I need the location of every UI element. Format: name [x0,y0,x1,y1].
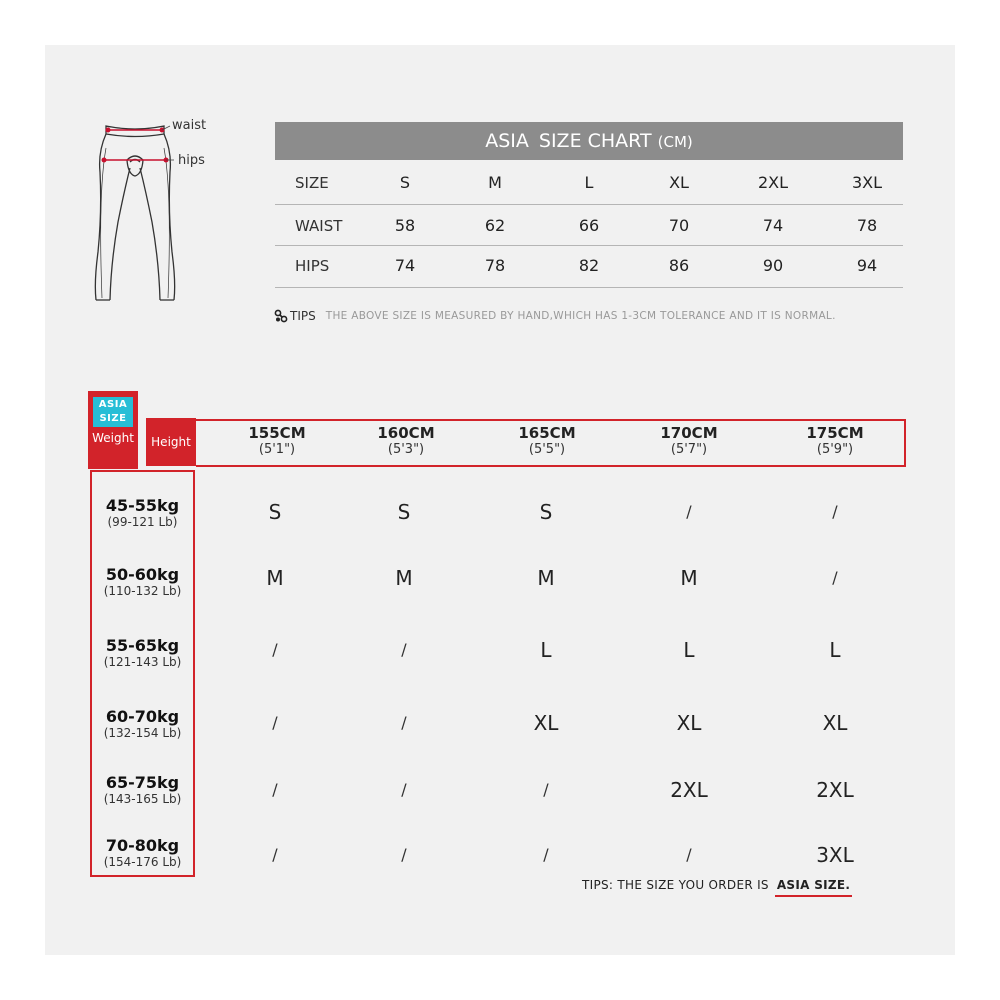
size-cell: L [584,173,594,192]
size-matrix-cell: / [832,568,838,587]
height-ft: (5'7") [670,442,708,457]
size-matrix-cell: / [272,713,278,732]
row-label-waist: WAIST [295,217,343,235]
waist-cell: 78 [856,216,878,235]
weight-kg: 65-75kg [105,773,180,792]
weight-kg: 60-70kg [105,707,180,726]
weight-kg: 55-65kg [105,636,180,655]
height-cm: 165CM [518,424,576,442]
order-tip-text: TIPS: THE SIZE YOU ORDER IS [582,878,769,892]
height-cm: 170CM [660,424,718,442]
size-matrix-cell: / [272,845,278,864]
hips-cell: 94 [856,256,878,275]
pants-illustration [80,112,230,312]
height-ft: (5'9") [816,442,854,457]
size-cell: XL [669,173,689,192]
tips-line [274,305,836,323]
weight-kg: 45-55kg [105,496,180,515]
height-column-header [487,425,607,457]
weight-kg: 50-60kg [105,565,180,584]
height-header: Height [146,418,196,466]
size-matrix-cell: S [539,500,553,524]
size-matrix-cell: / [401,640,407,659]
weight-row-header [90,836,195,869]
size-matrix-cell: L [829,638,841,662]
weight-lb: (110-132 Lb) [103,584,182,598]
badge-asia-size [93,397,133,427]
tips-text: THE ABOVE SIZE IS MEASURED BY HAND,WHICH HAS 1-3CM TOLERANCE AND IT IS NORMAL. [325,309,836,322]
size-chart-unit: (CM) [657,133,693,151]
size-matrix-cell: 3XL [816,843,854,867]
size-matrix-cell: / [401,780,407,799]
height-ft: (5'5") [528,442,566,457]
link-icon [274,309,288,323]
size-matrix-cell: S [268,500,282,524]
waist-cell: 62 [484,216,506,235]
height-cm: 175CM [806,424,864,442]
size-chart-title: SIZE CHART [538,130,652,152]
size-matrix-cell: / [272,780,278,799]
row-label-size: SIZE [295,174,329,192]
height-cm: 155CM [248,424,306,442]
size-matrix-cell: M [395,566,413,590]
size-matrix-cell: XL [676,711,702,735]
height-ft: (5'3") [387,442,425,457]
size-matrix-cell: 2XL [816,778,854,802]
size-matrix-cell: / [401,713,407,732]
size-matrix-cell: L [683,638,695,662]
waist-row [275,206,903,246]
weight-lb: (154-176 Lb) [103,855,182,869]
size-matrix-cell: XL [533,711,559,735]
hips-cell: 90 [762,256,784,275]
weight-row-header [90,565,195,598]
waist-cell: 74 [762,216,784,235]
weight-column-box [90,470,195,877]
waist-cell: 58 [394,216,416,235]
badge-line-size: SIZE [99,413,127,424]
height-column-header [346,425,466,457]
size-matrix-cell: / [686,502,692,521]
hips-cell: 78 [484,256,506,275]
size-cell: 2XL [757,173,789,192]
size-matrix-cell: / [401,845,407,864]
size-cell: 3XL [851,173,883,192]
size-matrix-cell: / [543,845,549,864]
weight-header: Weight [92,431,134,445]
order-tip-suffix: . [845,878,851,892]
weight-lb: (143-165 Lb) [103,792,182,806]
row-divider [275,204,903,205]
size-cell: S [399,173,411,192]
weight-row-header [90,773,195,806]
tips-label: TIPS [290,308,316,323]
size-matrix-cell: S [397,500,411,524]
size-matrix-cell: M [266,566,284,590]
height-column-header [629,425,749,457]
size-matrix-cell: 2XL [670,778,708,802]
order-size-tip [582,878,852,892]
size-matrix-cell: / [686,845,692,864]
weight-row-header [90,636,195,669]
order-tip-emphasis-text: ASIA SIZE [776,878,846,892]
waist-cell: 70 [668,216,690,235]
height-column-header [775,425,895,457]
size-matrix-cell: M [537,566,555,590]
waist-label: waist [172,118,207,133]
size-row [275,163,903,203]
hips-cell: 82 [578,256,600,275]
order-tip-emphasis [775,878,852,897]
size-matrix-cell: XL [822,711,848,735]
hips-label: hips [178,153,205,168]
height-ft: (5'1") [258,442,296,457]
row-label-hips: HIPS [295,257,330,275]
size-matrix-cell: L [540,638,552,662]
waist-cell: 66 [578,216,600,235]
weight-lb: (132-154 Lb) [103,726,182,740]
weight-lb: (99-121 Lb) [107,515,178,529]
weight-kg: 70-80kg [105,836,180,855]
asia-size-badge [88,391,138,469]
weight-row-header [90,707,195,740]
size-cell: M [488,173,502,192]
weight-row-header [90,496,195,529]
hips-cell: 86 [668,256,690,275]
weight-lb: (121-143 Lb) [103,655,182,669]
badge-line-asia: ASIA [98,399,128,410]
size-matrix-cell: / [272,640,278,659]
hips-cell: 74 [394,256,416,275]
size-matrix-cell: / [543,780,549,799]
size-chart-header [275,122,903,160]
height-column-header [217,425,337,457]
height-cm: 160CM [377,424,435,442]
row-divider [275,287,903,288]
size-matrix-cell: M [680,566,698,590]
size-chart-title-region: ASIA [485,130,529,152]
hips-row [275,246,903,286]
size-matrix-cell: / [832,502,838,521]
